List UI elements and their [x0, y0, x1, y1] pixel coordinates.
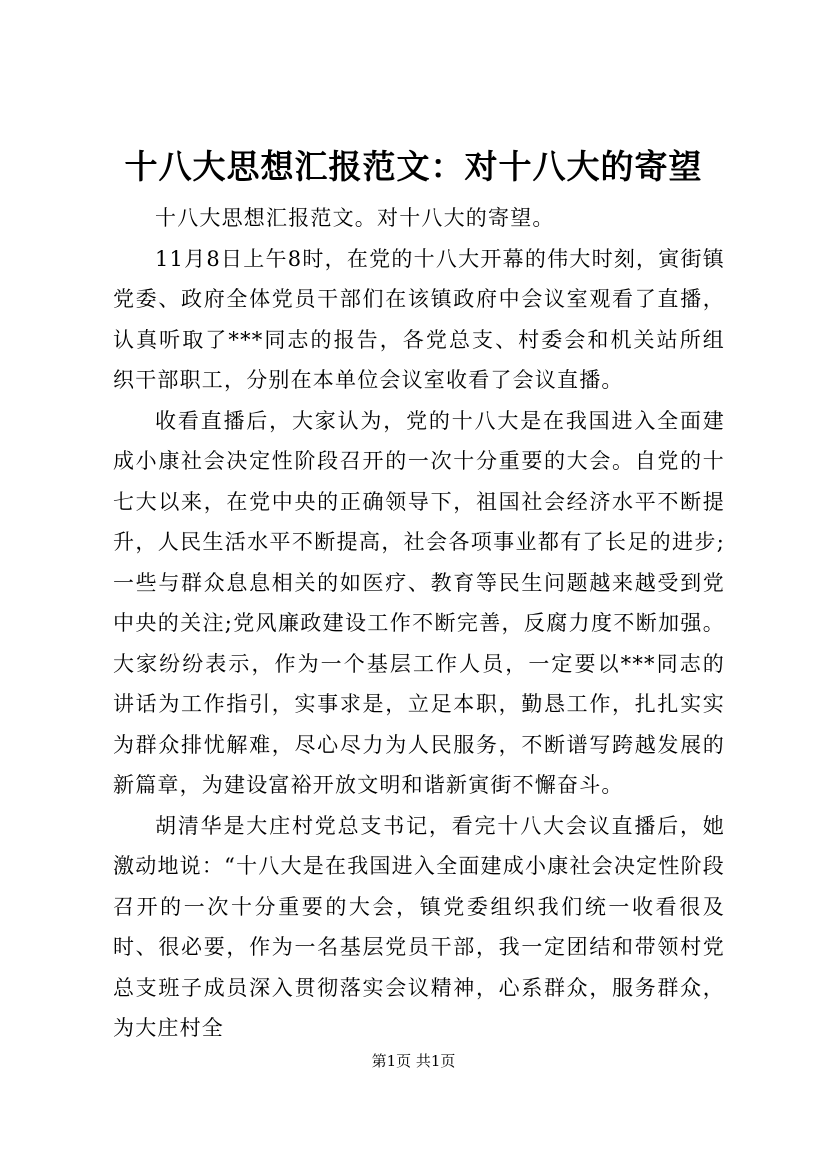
paragraph-3: 收看直播后，大家认为，党的十八大是在我国进入全面建成小康社会决定性阶段召开的一次十分重要的大会。自党的十七大以来，在党中央的正确领导下，祖国社会经济水平不断提升，人民生活水平不断提高，社会各项事业都有了长足的进步;一些与群众息息相关的如医疗、教育等民生问题越来越受到党中央的关注;党风廉政建设工作不断完善，反腐力度不断加强。大家纷纷表示，作为一个基层工作人员，一定要以***同志的讲话为工作指引，实事求是，立足本职，勤恳工作，扎扎实实为群众排忧解难，尽心尽力为人民服务，不断谱写跨越发展的新篇章，为建设富裕开放文明和谐新寅街不懈奋斗。: [113, 408, 725, 797]
document-body: [113, 198, 725, 1049]
document-title: 十八大思想汇报范文：对十八大的寄望: [124, 147, 703, 186]
paragraph-2: 11月8日上午8时，在党的十八大开幕的伟大时刻，寅街镇党委、政府全体党员干部们在该镇政府中会议室观看了直播，认真听取了***同志的报告，各党总支、村委会和机关站所组织干部职工，分别在本单位会议室收看了会议直播。: [113, 246, 725, 392]
paragraph-4: 胡清华是大庄村党总支书记，看完十八大会议直播后，她激动地说：“十八大是在我国进入全面建成小康社会决定性阶段召开的一次十分重要的大会，镇党委组织我们统一收看很及时、很必要，作为一名基层党员干部，我一定团结和带领村党总支班子成员深入贯彻落实会议精神，心系群众，服务群众，为大庄村全: [113, 813, 725, 1040]
paragraph-1: 十八大思想汇报范文。对十八大的寄望。: [155, 206, 555, 230]
page-footer: 第1页 共1页: [371, 1052, 456, 1070]
